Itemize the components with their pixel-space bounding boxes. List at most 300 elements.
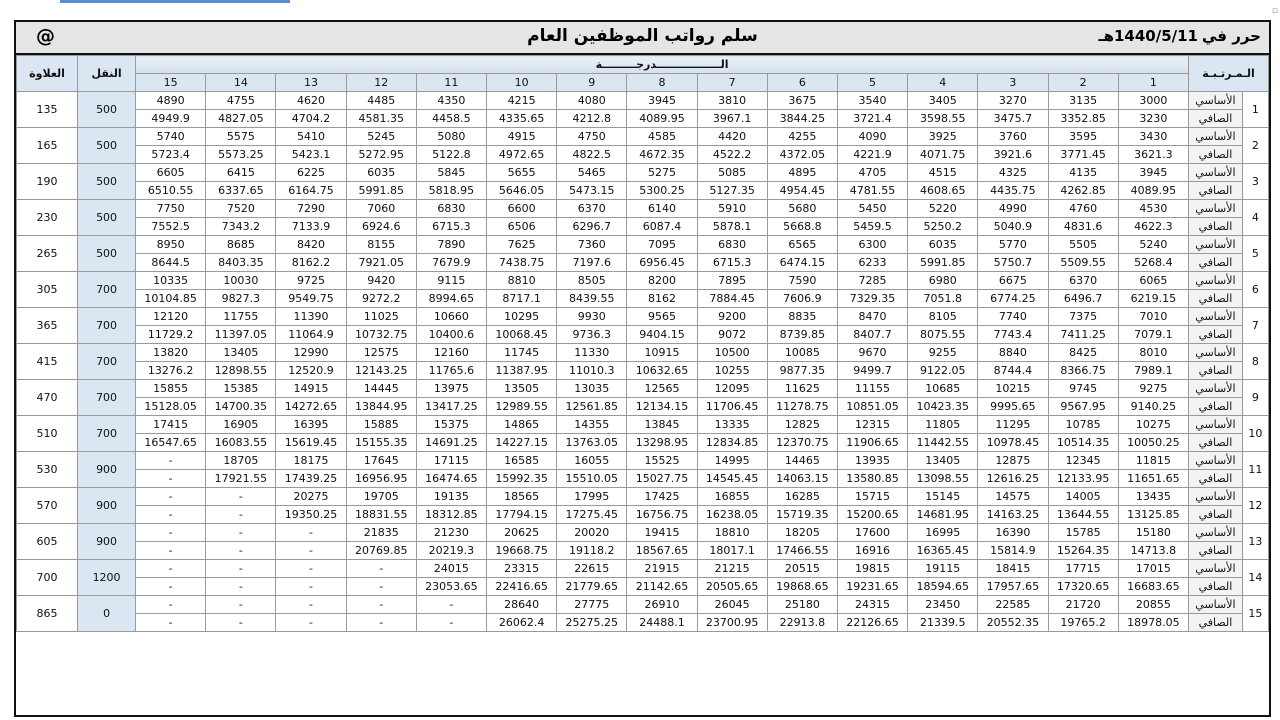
net-salary-cell: 6715.3 — [697, 254, 767, 272]
basic-salary-cell: 3595 — [1048, 128, 1118, 146]
net-salary-cell: 10050.25 — [1118, 434, 1188, 452]
allowance-header: العلاوة — [17, 56, 78, 92]
rank-number: 6 — [1242, 272, 1268, 308]
net-salary-cell: 15619.45 — [276, 434, 346, 452]
net-salary-cell: 18017.1 — [697, 542, 767, 560]
basic-salary-cell: 6600 — [487, 200, 557, 218]
salary-scale-sheet — [14, 20, 1271, 717]
net-salary-cell: 4435.75 — [978, 182, 1048, 200]
net-salary-cell: 9272.2 — [346, 290, 416, 308]
basic-salary-cell: 25180 — [767, 596, 837, 614]
net-row-label: الصافي — [1189, 254, 1243, 272]
net-salary-cell: 11651.65 — [1118, 470, 1188, 488]
degree-number: 2 — [1048, 74, 1118, 92]
net-salary-cell: 13276.2 — [136, 362, 206, 380]
basic-salary-cell: 9255 — [908, 344, 978, 362]
net-salary-cell: 12616.25 — [978, 470, 1048, 488]
net-salary-cell: 9122.05 — [908, 362, 978, 380]
net-salary-cell: - — [136, 470, 206, 488]
basic-salary-cell: 16905 — [206, 416, 276, 434]
net-salary-cell: 6506 — [487, 218, 557, 236]
basic-salary-cell: 19115 — [908, 560, 978, 578]
basic-salary-cell: 12875 — [978, 452, 1048, 470]
degree-number: 9 — [557, 74, 627, 92]
net-row-label: الصافي — [1189, 362, 1243, 380]
basic-salary-cell: 13505 — [487, 380, 557, 398]
net-salary-cell: 4822.5 — [557, 146, 627, 164]
net-salary-cell: 11010.3 — [557, 362, 627, 380]
basic-salary-cell: 18205 — [767, 524, 837, 542]
basic-row-label: الأساسي — [1189, 416, 1243, 434]
basic-salary-cell: 21720 — [1048, 596, 1118, 614]
net-salary-cell: 5991.85 — [346, 182, 416, 200]
net-salary-cell: 9736.3 — [557, 326, 627, 344]
rank-number: 8 — [1242, 344, 1268, 380]
rank-number: 13 — [1242, 524, 1268, 560]
net-salary-cell: 18978.05 — [1118, 614, 1188, 632]
basic-salary-cell: 5245 — [346, 128, 416, 146]
basic-salary-cell: 12990 — [276, 344, 346, 362]
net-salary-cell: 7329.35 — [837, 290, 907, 308]
net-salary-cell: 21339.5 — [908, 614, 978, 632]
basic-salary-cell: 12095 — [697, 380, 767, 398]
net-salary-cell: - — [136, 506, 206, 524]
basic-salary-cell: 22585 — [978, 596, 1048, 614]
net-salary-cell: 4089.95 — [627, 110, 697, 128]
basic-salary-cell: 14355 — [557, 416, 627, 434]
basic-salary-cell: 5910 — [697, 200, 767, 218]
net-salary-cell: 12143.25 — [346, 362, 416, 380]
net-salary-cell: 9567.95 — [1048, 398, 1118, 416]
basic-salary-cell: 15180 — [1118, 524, 1188, 542]
basic-salary-cell: 6565 — [767, 236, 837, 254]
net-salary-cell: 9404.15 — [627, 326, 697, 344]
net-salary-cell: 7051.8 — [908, 290, 978, 308]
basic-row-label: الأساسي — [1189, 488, 1243, 506]
transport-value: 500 — [78, 236, 136, 272]
basic-salary-cell: 5575 — [206, 128, 276, 146]
net-salary-cell: 8994.65 — [416, 290, 486, 308]
net-salary-cell: 10632.65 — [627, 362, 697, 380]
allowance-value: 230 — [17, 200, 78, 236]
net-salary-cell: 9499.7 — [837, 362, 907, 380]
basic-salary-cell: 15885 — [346, 416, 416, 434]
top-accent-line — [60, 0, 290, 3]
net-salary-cell: 8407.7 — [837, 326, 907, 344]
basic-salary-cell: 14575 — [978, 488, 1048, 506]
salary-table — [16, 55, 1269, 632]
basic-salary-cell: 14995 — [697, 452, 767, 470]
basic-salary-cell: - — [276, 524, 346, 542]
degree-number: 8 — [627, 74, 697, 92]
net-salary-cell: 5122.8 — [416, 146, 486, 164]
degree-number: 6 — [767, 74, 837, 92]
basic-salary-cell: 13820 — [136, 344, 206, 362]
basic-salary-cell: 7375 — [1048, 308, 1118, 326]
basic-salary-cell: 14445 — [346, 380, 416, 398]
net-salary-cell: 10978.45 — [978, 434, 1048, 452]
net-salary-cell: 16365.45 — [908, 542, 978, 560]
basic-salary-cell: 15375 — [416, 416, 486, 434]
net-salary-cell: 10423.35 — [908, 398, 978, 416]
net-salary-cell: 10104.85 — [136, 290, 206, 308]
degree-header: الـــــــــــــــــدرجـــــــــة — [136, 56, 1189, 74]
transport-value: 700 — [78, 272, 136, 308]
net-salary-cell: 9140.25 — [1118, 398, 1188, 416]
basic-salary-cell: 13845 — [627, 416, 697, 434]
net-row-label: الصافي — [1189, 182, 1243, 200]
basic-salary-cell: 16855 — [697, 488, 767, 506]
basic-salary-cell: 12565 — [627, 380, 697, 398]
net-salary-cell: 13298.95 — [627, 434, 697, 452]
net-salary-cell: 19231.65 — [837, 578, 907, 596]
net-salary-cell: 13417.25 — [416, 398, 486, 416]
basic-row-label: الأساسي — [1189, 236, 1243, 254]
net-salary-cell: 25275.25 — [557, 614, 627, 632]
net-salary-cell: - — [136, 542, 206, 560]
basic-salary-cell: 5680 — [767, 200, 837, 218]
basic-salary-cell: 6675 — [978, 272, 1048, 290]
allowance-value: 365 — [17, 308, 78, 344]
basic-salary-cell: 17645 — [346, 452, 416, 470]
basic-salary-cell: 10785 — [1048, 416, 1118, 434]
net-salary-cell: 5272.95 — [346, 146, 416, 164]
degree-number: 3 — [978, 74, 1048, 92]
basic-salary-cell: 8950 — [136, 236, 206, 254]
net-row-label: الصافي — [1189, 578, 1243, 596]
basic-salary-cell: 14005 — [1048, 488, 1118, 506]
net-salary-cell: 6474.15 — [767, 254, 837, 272]
basic-salary-cell: 19135 — [416, 488, 486, 506]
net-salary-cell: 5250.2 — [908, 218, 978, 236]
basic-salary-cell: 5080 — [416, 128, 486, 146]
basic-salary-cell: 17425 — [627, 488, 697, 506]
net-salary-cell: 12520.9 — [276, 362, 346, 380]
basic-salary-cell: 14915 — [276, 380, 346, 398]
net-salary-cell: 22126.65 — [837, 614, 907, 632]
transport-value: 500 — [78, 92, 136, 128]
basic-salary-cell: 8685 — [206, 236, 276, 254]
basic-salary-cell: 3430 — [1118, 128, 1188, 146]
net-salary-cell: 14063.15 — [767, 470, 837, 488]
net-salary-cell: 8717.1 — [487, 290, 557, 308]
basic-salary-cell: 12825 — [767, 416, 837, 434]
net-salary-cell: - — [206, 542, 276, 560]
basic-salary-cell: 4135 — [1048, 164, 1118, 182]
basic-salary-cell: 8425 — [1048, 344, 1118, 362]
basic-salary-cell: 6830 — [697, 236, 767, 254]
net-salary-cell: 14163.25 — [978, 506, 1048, 524]
degree-number: 4 — [908, 74, 978, 92]
basic-salary-cell: 3000 — [1118, 92, 1188, 110]
net-row-label: الصافي — [1189, 290, 1243, 308]
basic-salary-cell: 24015 — [416, 560, 486, 578]
rank-number: 4 — [1242, 200, 1268, 236]
basic-salary-cell: 10215 — [978, 380, 1048, 398]
net-salary-cell: 5573.25 — [206, 146, 276, 164]
rank-number: 12 — [1242, 488, 1268, 524]
basic-salary-cell: - — [136, 524, 206, 542]
net-row-label: الصافي — [1189, 110, 1243, 128]
net-row-label: الصافي — [1189, 434, 1243, 452]
net-salary-cell: 14227.15 — [487, 434, 557, 452]
net-salary-cell: 5878.1 — [697, 218, 767, 236]
basic-salary-cell: 3135 — [1048, 92, 1118, 110]
net-salary-cell: 18831.55 — [346, 506, 416, 524]
basic-salary-cell: 4350 — [416, 92, 486, 110]
net-salary-cell: 23053.65 — [416, 578, 486, 596]
net-salary-cell: 12834.85 — [697, 434, 767, 452]
rank-number: 3 — [1242, 164, 1268, 200]
net-salary-cell: 17275.45 — [557, 506, 627, 524]
basic-salary-cell: 9670 — [837, 344, 907, 362]
basic-salary-cell: 12315 — [837, 416, 907, 434]
net-salary-cell: 6087.4 — [627, 218, 697, 236]
net-salary-cell: 20505.65 — [697, 578, 767, 596]
basic-salary-cell: 8010 — [1118, 344, 1188, 362]
net-salary-cell: 18312.85 — [416, 506, 486, 524]
basic-salary-cell: 9275 — [1118, 380, 1188, 398]
net-salary-cell: 4781.55 — [837, 182, 907, 200]
net-row-label: الصافي — [1189, 470, 1243, 488]
net-row-label: الصافي — [1189, 326, 1243, 344]
basic-salary-cell: 11815 — [1118, 452, 1188, 470]
net-salary-cell: 3967.1 — [697, 110, 767, 128]
basic-salary-cell: 18175 — [276, 452, 346, 470]
net-salary-cell: 4221.9 — [837, 146, 907, 164]
basic-salary-cell: 20855 — [1118, 596, 1188, 614]
net-salary-cell: 9827.3 — [206, 290, 276, 308]
basic-salary-cell: 5085 — [697, 164, 767, 182]
net-salary-cell: 5818.95 — [416, 182, 486, 200]
net-salary-cell: 7989.1 — [1118, 362, 1188, 380]
net-salary-cell: 18567.65 — [627, 542, 697, 560]
basic-salary-cell: 26045 — [697, 596, 767, 614]
basic-salary-cell: 11155 — [837, 380, 907, 398]
net-salary-cell: 3475.7 — [978, 110, 1048, 128]
basic-salary-cell: 7290 — [276, 200, 346, 218]
basic-salary-cell: 7890 — [416, 236, 486, 254]
basic-row-label: الأساسي — [1189, 200, 1243, 218]
basic-salary-cell: 23315 — [487, 560, 557, 578]
basic-salary-cell: 23450 — [908, 596, 978, 614]
net-salary-cell: 8744.4 — [978, 362, 1048, 380]
net-salary-cell: 6233 — [837, 254, 907, 272]
basic-salary-cell: 5845 — [416, 164, 486, 182]
net-salary-cell: 7343.2 — [206, 218, 276, 236]
basic-salary-cell: 10335 — [136, 272, 206, 290]
net-salary-cell: 9072 — [697, 326, 767, 344]
net-salary-cell: 3921.6 — [978, 146, 1048, 164]
allowance-value: 470 — [17, 380, 78, 416]
basic-salary-cell: 6140 — [627, 200, 697, 218]
net-salary-cell: 24488.1 — [627, 614, 697, 632]
basic-salary-cell: 6415 — [206, 164, 276, 182]
net-salary-cell: 4212.8 — [557, 110, 627, 128]
net-salary-cell: 6956.45 — [627, 254, 697, 272]
net-salary-cell: 11397.05 — [206, 326, 276, 344]
basic-salary-cell: 4760 — [1048, 200, 1118, 218]
basic-salary-cell: 27775 — [557, 596, 627, 614]
basic-salary-cell: 5410 — [276, 128, 346, 146]
basic-salary-cell: 20515 — [767, 560, 837, 578]
net-salary-cell: 4949.9 — [136, 110, 206, 128]
net-salary-cell: 10255 — [697, 362, 767, 380]
basic-salary-cell: 19815 — [837, 560, 907, 578]
basic-row-label: الأساسي — [1189, 560, 1243, 578]
basic-salary-cell: 10030 — [206, 272, 276, 290]
transport-value: 700 — [78, 380, 136, 416]
net-salary-cell: 5423.1 — [276, 146, 346, 164]
net-salary-cell: 20552.35 — [978, 614, 1048, 632]
basic-salary-cell: 11025 — [346, 308, 416, 326]
degree-number: 14 — [206, 74, 276, 92]
transport-value: 700 — [78, 344, 136, 380]
basic-salary-cell: 17415 — [136, 416, 206, 434]
net-salary-cell: 7606.9 — [767, 290, 837, 308]
basic-salary-cell: 12160 — [416, 344, 486, 362]
net-salary-cell: 6219.15 — [1118, 290, 1188, 308]
net-salary-cell: 8162.2 — [276, 254, 346, 272]
basic-salary-cell: 4750 — [557, 128, 627, 146]
basic-salary-cell: 21215 — [697, 560, 767, 578]
basic-row-label: الأساسي — [1189, 344, 1243, 362]
basic-salary-cell: 3760 — [978, 128, 1048, 146]
basic-salary-cell: 3945 — [1118, 164, 1188, 182]
basic-row-label: الأساسي — [1189, 92, 1243, 110]
degree-number: 12 — [346, 74, 416, 92]
net-salary-cell: 11706.45 — [697, 398, 767, 416]
net-salary-cell: 14681.95 — [908, 506, 978, 524]
net-salary-cell: 7884.45 — [697, 290, 767, 308]
basic-salary-cell: 6225 — [276, 164, 346, 182]
basic-salary-cell: 7895 — [697, 272, 767, 290]
basic-salary-cell: 11625 — [767, 380, 837, 398]
basic-salary-cell: 11295 — [978, 416, 1048, 434]
net-salary-cell: - — [136, 578, 206, 596]
page-title: سلم رواتب الموظفين العام — [527, 26, 758, 46]
net-salary-cell: 7921.05 — [346, 254, 416, 272]
basic-salary-cell: - — [346, 596, 416, 614]
net-salary-cell: 8162 — [627, 290, 697, 308]
basic-salary-cell: 4990 — [978, 200, 1048, 218]
net-salary-cell: 11729.2 — [136, 326, 206, 344]
transport-value: 0 — [78, 596, 136, 632]
basic-salary-cell: 13035 — [557, 380, 627, 398]
basic-salary-cell: 11330 — [557, 344, 627, 362]
net-salary-cell: 17439.25 — [276, 470, 346, 488]
basic-salary-cell: 7740 — [978, 308, 1048, 326]
basic-salary-cell: 17115 — [416, 452, 486, 470]
basic-salary-cell: 21915 — [627, 560, 697, 578]
basic-salary-cell: - — [136, 596, 206, 614]
at-symbol: @ — [36, 25, 55, 47]
basic-salary-cell: 4915 — [487, 128, 557, 146]
net-salary-cell: 5750.7 — [978, 254, 1048, 272]
basic-salary-cell: 13405 — [908, 452, 978, 470]
net-salary-cell: 5459.5 — [837, 218, 907, 236]
net-salary-cell: 19118.2 — [557, 542, 627, 560]
basic-salary-cell: 15385 — [206, 380, 276, 398]
net-salary-cell: 13644.55 — [1048, 506, 1118, 524]
net-salary-cell: 4581.35 — [346, 110, 416, 128]
net-salary-cell: - — [136, 614, 206, 632]
rank-number: 9 — [1242, 380, 1268, 416]
basic-salary-cell: 3405 — [908, 92, 978, 110]
basic-salary-cell: - — [276, 596, 346, 614]
basic-salary-cell: 7360 — [557, 236, 627, 254]
basic-salary-cell: 5220 — [908, 200, 978, 218]
allowance-value: 305 — [17, 272, 78, 308]
net-salary-cell: 12134.15 — [627, 398, 697, 416]
rank-number: 10 — [1242, 416, 1268, 452]
basic-salary-cell: 10685 — [908, 380, 978, 398]
allowance-value: 165 — [17, 128, 78, 164]
net-salary-cell: 13763.05 — [557, 434, 627, 452]
basic-salary-cell: 16055 — [557, 452, 627, 470]
net-salary-cell: 20769.85 — [346, 542, 416, 560]
basic-salary-cell: 20020 — [557, 524, 627, 542]
net-salary-cell: 14713.8 — [1118, 542, 1188, 560]
header-bar — [16, 22, 1269, 55]
basic-salary-cell: 13405 — [206, 344, 276, 362]
net-salary-cell: 13098.55 — [908, 470, 978, 488]
allowance-value: 865 — [17, 596, 78, 632]
basic-salary-cell: 7095 — [627, 236, 697, 254]
basic-salary-cell: 22615 — [557, 560, 627, 578]
net-salary-cell: 7552.5 — [136, 218, 206, 236]
net-row-label: الصافي — [1189, 614, 1243, 632]
basic-salary-cell: 4755 — [206, 92, 276, 110]
net-salary-cell: 4827.05 — [206, 110, 276, 128]
net-salary-cell: 15264.35 — [1048, 542, 1118, 560]
net-salary-cell: 5668.8 — [767, 218, 837, 236]
net-salary-cell: 15155.35 — [346, 434, 416, 452]
basic-salary-cell: 16285 — [767, 488, 837, 506]
net-salary-cell: 14700.35 — [206, 398, 276, 416]
basic-salary-cell: 16995 — [908, 524, 978, 542]
net-salary-cell: 19868.65 — [767, 578, 837, 596]
net-salary-cell: 3844.25 — [767, 110, 837, 128]
degree-number: 15 — [136, 74, 206, 92]
basic-row-label: الأساسي — [1189, 308, 1243, 326]
basic-salary-cell: 7590 — [767, 272, 837, 290]
net-salary-cell: 3598.55 — [908, 110, 978, 128]
net-salary-cell: - — [346, 614, 416, 632]
net-salary-cell: 15027.75 — [627, 470, 697, 488]
basic-salary-cell: 6830 — [416, 200, 486, 218]
basic-salary-cell: 7285 — [837, 272, 907, 290]
basic-row-label: الأساسي — [1189, 380, 1243, 398]
net-salary-cell: 16083.55 — [206, 434, 276, 452]
transport-value: 700 — [78, 416, 136, 452]
basic-salary-cell: 24315 — [837, 596, 907, 614]
basic-salary-cell: 9930 — [557, 308, 627, 326]
net-salary-cell: 15992.35 — [487, 470, 557, 488]
basic-salary-cell: 17015 — [1118, 560, 1188, 578]
basic-salary-cell: 16585 — [487, 452, 557, 470]
net-salary-cell: 5646.05 — [487, 182, 557, 200]
net-salary-cell: 11906.65 — [837, 434, 907, 452]
net-salary-cell: 8439.55 — [557, 290, 627, 308]
net-salary-cell: 4372.05 — [767, 146, 837, 164]
basic-salary-cell: 4080 — [557, 92, 627, 110]
basic-salary-cell: 13935 — [837, 452, 907, 470]
basic-salary-cell: 7520 — [206, 200, 276, 218]
basic-salary-cell: 6035 — [346, 164, 416, 182]
basic-salary-cell: 8835 — [767, 308, 837, 326]
net-salary-cell: 11278.75 — [767, 398, 837, 416]
